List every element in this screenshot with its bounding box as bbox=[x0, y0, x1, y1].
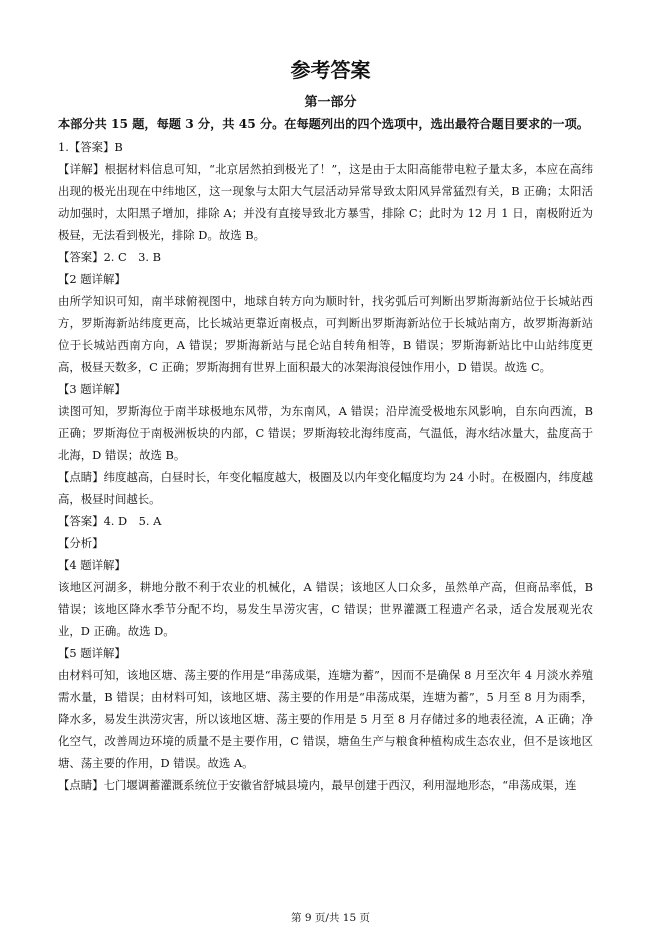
paragraph-15: 【点睛】七门堰调蓄灌溉系统位于安徽省舒城县境内，最早创建于西汉，利用湿地形态，“串荡成渠，连 bbox=[58, 778, 577, 792]
paragraph-1: 1.【答案】B bbox=[58, 140, 123, 154]
section-intro: 本部分共 15 题，每题 3 分，共 45 分。在每题列出的四个选项中，选出最符合题目要求的一项。 bbox=[58, 117, 589, 131]
paragraph-3: 【答案】2. C 3. B bbox=[58, 250, 162, 264]
paragraph-4: 【2 题详解】 bbox=[58, 272, 126, 286]
page-footer: 第 9 页/共 15 页 bbox=[291, 912, 370, 924]
document-body bbox=[58, 112, 593, 796]
paragraph-6: 【3 题详解】 bbox=[58, 382, 126, 396]
page-title: 参考答案 bbox=[290, 58, 371, 82]
paragraph-9: 【答案】4. D 5. A bbox=[58, 514, 162, 528]
paragraph-10: 【分析】 bbox=[58, 536, 104, 550]
paragraph-2: 【详解】根据材料信息可知，“北京居然拍到极光了！”，这是由于太阳高能带电粒子量太多，本应在高纬出现的极光出现在中纬地区，这一现象与太阳大气层活动异常导致太阳风异常猛烈有关，B 正确；太阳活动加强时，太阳黑子增加，排除 A；并没有直接导致北方暴雪，排除 C；此时为 12 月 1 日，南极附近为极昼，无法看到极光，排除 D。故选 B。 bbox=[58, 162, 593, 242]
paragraph-14: 由材料可知，该地区塘、荡主要的作用是“串荡成渠，连塘为蓄”，因而不是确保 8 月至次年 4 月淡水养殖需水量，B 错误；由材料可知，该地区塘、荡主要的作用是“串荡成渠，连塘为蓄”，5 月至 8 月为雨季，降水多，易发生洪涝灾害，所以该地区塘、荡主要的作用是 5 月至 8 月存储过多的地表径流，A 正确；净化空气，改善周边环境的质量不是主要作用，C 错误，塘鱼生产与粮食种植构成生态农业，但不是该地区塘、荡主要的作用，D 错误。故选 A。 bbox=[58, 668, 593, 770]
section-heading: 第一部分 bbox=[304, 95, 357, 110]
paragraph-8: 【点睛】纬度越高，白昼时长，年变化幅度越大，极圈及以内年变化幅度均为 24 小时。在极圈内，纬度越高，极昼时间越长。 bbox=[58, 470, 593, 506]
paragraph-12: 该地区河湖多，耕地分散不利于农业的机械化，A 错误；该地区人口众多，虽然单产高，但商品率低，B 错误；该地区降水季节分配不均，易发生旱涝灾害，C 错误；世界灌溉工程遗产名录，适合发展观光农业，D 正确。故选 D。 bbox=[58, 580, 593, 638]
paragraph-11: 【4 题详解】 bbox=[58, 558, 126, 572]
paragraph-13: 【5 题详解】 bbox=[58, 646, 126, 660]
paragraph-5: 由所学知识可知，南半球俯视图中，地球自转方向为顺时针，找劣弧后可判断出罗斯海新站位于长城站西方，罗斯海新站纬度更高，比长城站更靠近南极点，可判断出罗斯海新站位于长城站南方，故罗斯海新站位于长城站西南方向，A 错误；罗斯海新站与昆仑站自转角相等，B 错误；罗斯海新站比中山站纬度更高，极昼天数多，C 正确；罗斯海拥有世界上面积最大的冰架海浪侵蚀作用小，D 错误。故选 C。 bbox=[58, 294, 593, 374]
paragraph-7: 读图可知，罗斯海位于南半球极地东风带，为东南风，A 错误；沿岸流受极地东风影响，自东向西流，B 正确；罗斯海位于南极洲板块的内部，C 错误；罗斯海较北海纬度高，气温低，海水结冰量大，盐度高于北海，D 错误；故选 B。 bbox=[58, 404, 593, 462]
